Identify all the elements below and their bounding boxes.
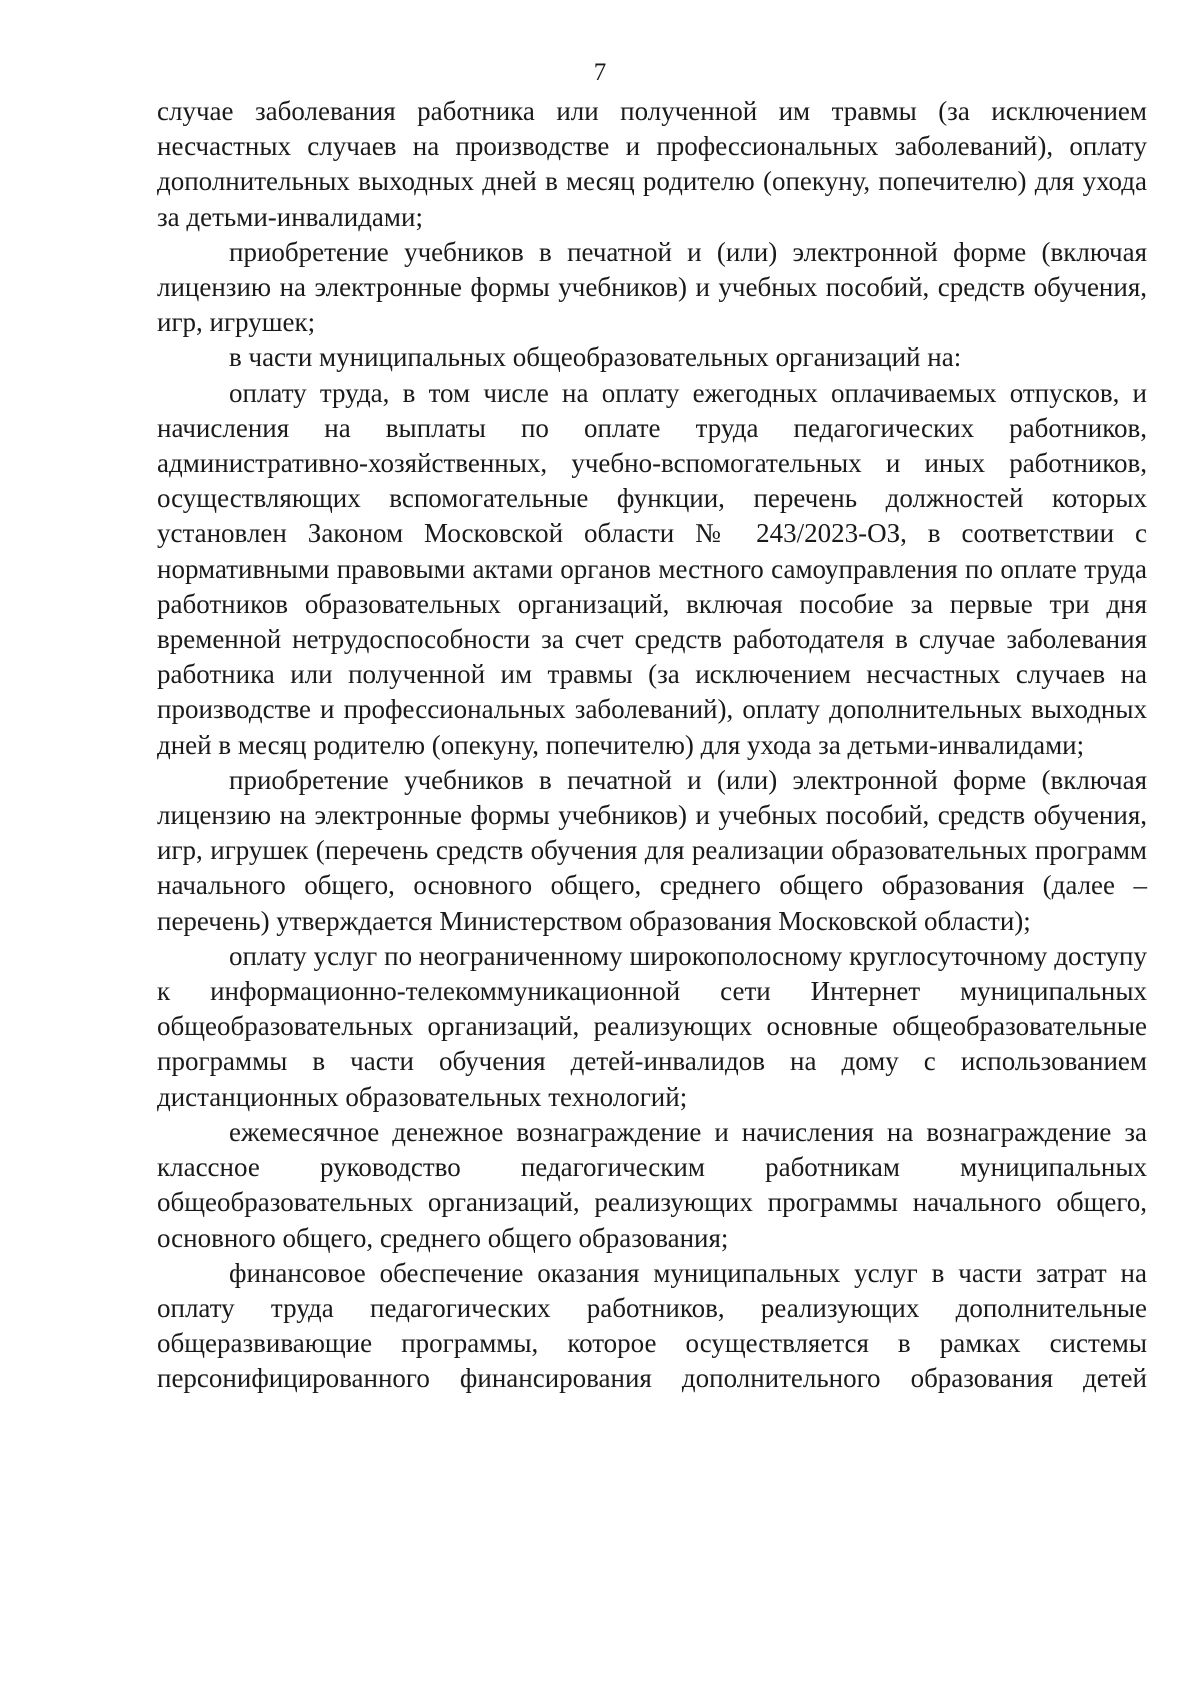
document-body [157, 94, 1147, 1397]
page-number: 7 [593, 59, 607, 86]
paragraph-additional-education: финансовое обеспечение оказания муниципальных услуг в части затрат на оплату труда педагогических работников, реализующих дополнительные общеразвивающие программы, которое осуществляется в рамках системы персонифицированного финансирования дополнительного образования детей [157, 1257, 1147, 1394]
paragraph-municipal-schools-intro: в части муниципальных общеобразовательных организаций на: [229, 342, 962, 373]
paragraph-labor-payment: оплату труда, в том числе на оплату ежегодных оплачиваемых отпусков, и начисления на выплаты по оплате труда педагогических работников, административно-хозяйственных, учебно-вспомогательных и иных работников, осуществляющих вспомогательные функции, перечень должностей которых установлен Законом Московской области № 243/2023-ОЗ, в соответствии с нормативными правовыми актами органов местного самоуправления по оплате труда работников образовательных организаций, включая пособие за первые три дня временной нетрудоспособности за счет средств работодателя в случае заболевания работника или полученной им травмы (за исключением несчастных случаев на производстве и профессиональных заболеваний), оплату дополнительных выходных дней в месяц родителю (опекуну, попечителю) для ухода за детьми-инвалидами; [157, 377, 1147, 760]
paragraph-textbooks-purchase: приобретение учебников в печатной и (или) электронной форме (включая лицензию на электронные формы учебников) и учебных пособий, средств обучения, игр, игрушек; [157, 236, 1147, 338]
paragraph-textbooks-list: приобретение учебников в печатной и (или) электронной форме (включая лицензию на электронные формы учебников) и учебных пособий, средств обучения, игр, игрушек (перечень средств обучения для реализации образовательных программ начального общего, основного общего, среднего общего образования (далее – перечень) утверждается Министерством образования Московской области); [157, 764, 1147, 936]
paragraph-class-teacher-reward: ежемесячное денежное вознаграждение и начисления на вознаграждение за классное руководство педагогическим работникам муниципальных общеобразовательных организаций, реализующих программы начального общего, основного общего, среднего общего образования; [157, 1116, 1147, 1253]
paragraph-internet-access: оплату услуг по неограниченному широкополосному круглосуточному доступу к информационно-телекоммуникационной сети Интернет муниципальных общеобразовательных организаций, реализующих основные общеобразовательные программы в части обучения детей-инвалидов на дому с использованием дистанционных образовательных технологий; [157, 940, 1147, 1112]
paragraph-continuation: случае заболевания работника или полученной им травмы (за исключением несчастных случаев на производстве и профессиональных заболеваний), оплату дополнительных выходных дней в месяц родителю (опекуну, попечителю) для ухода за детьми-инвалидами; [157, 96, 1147, 232]
